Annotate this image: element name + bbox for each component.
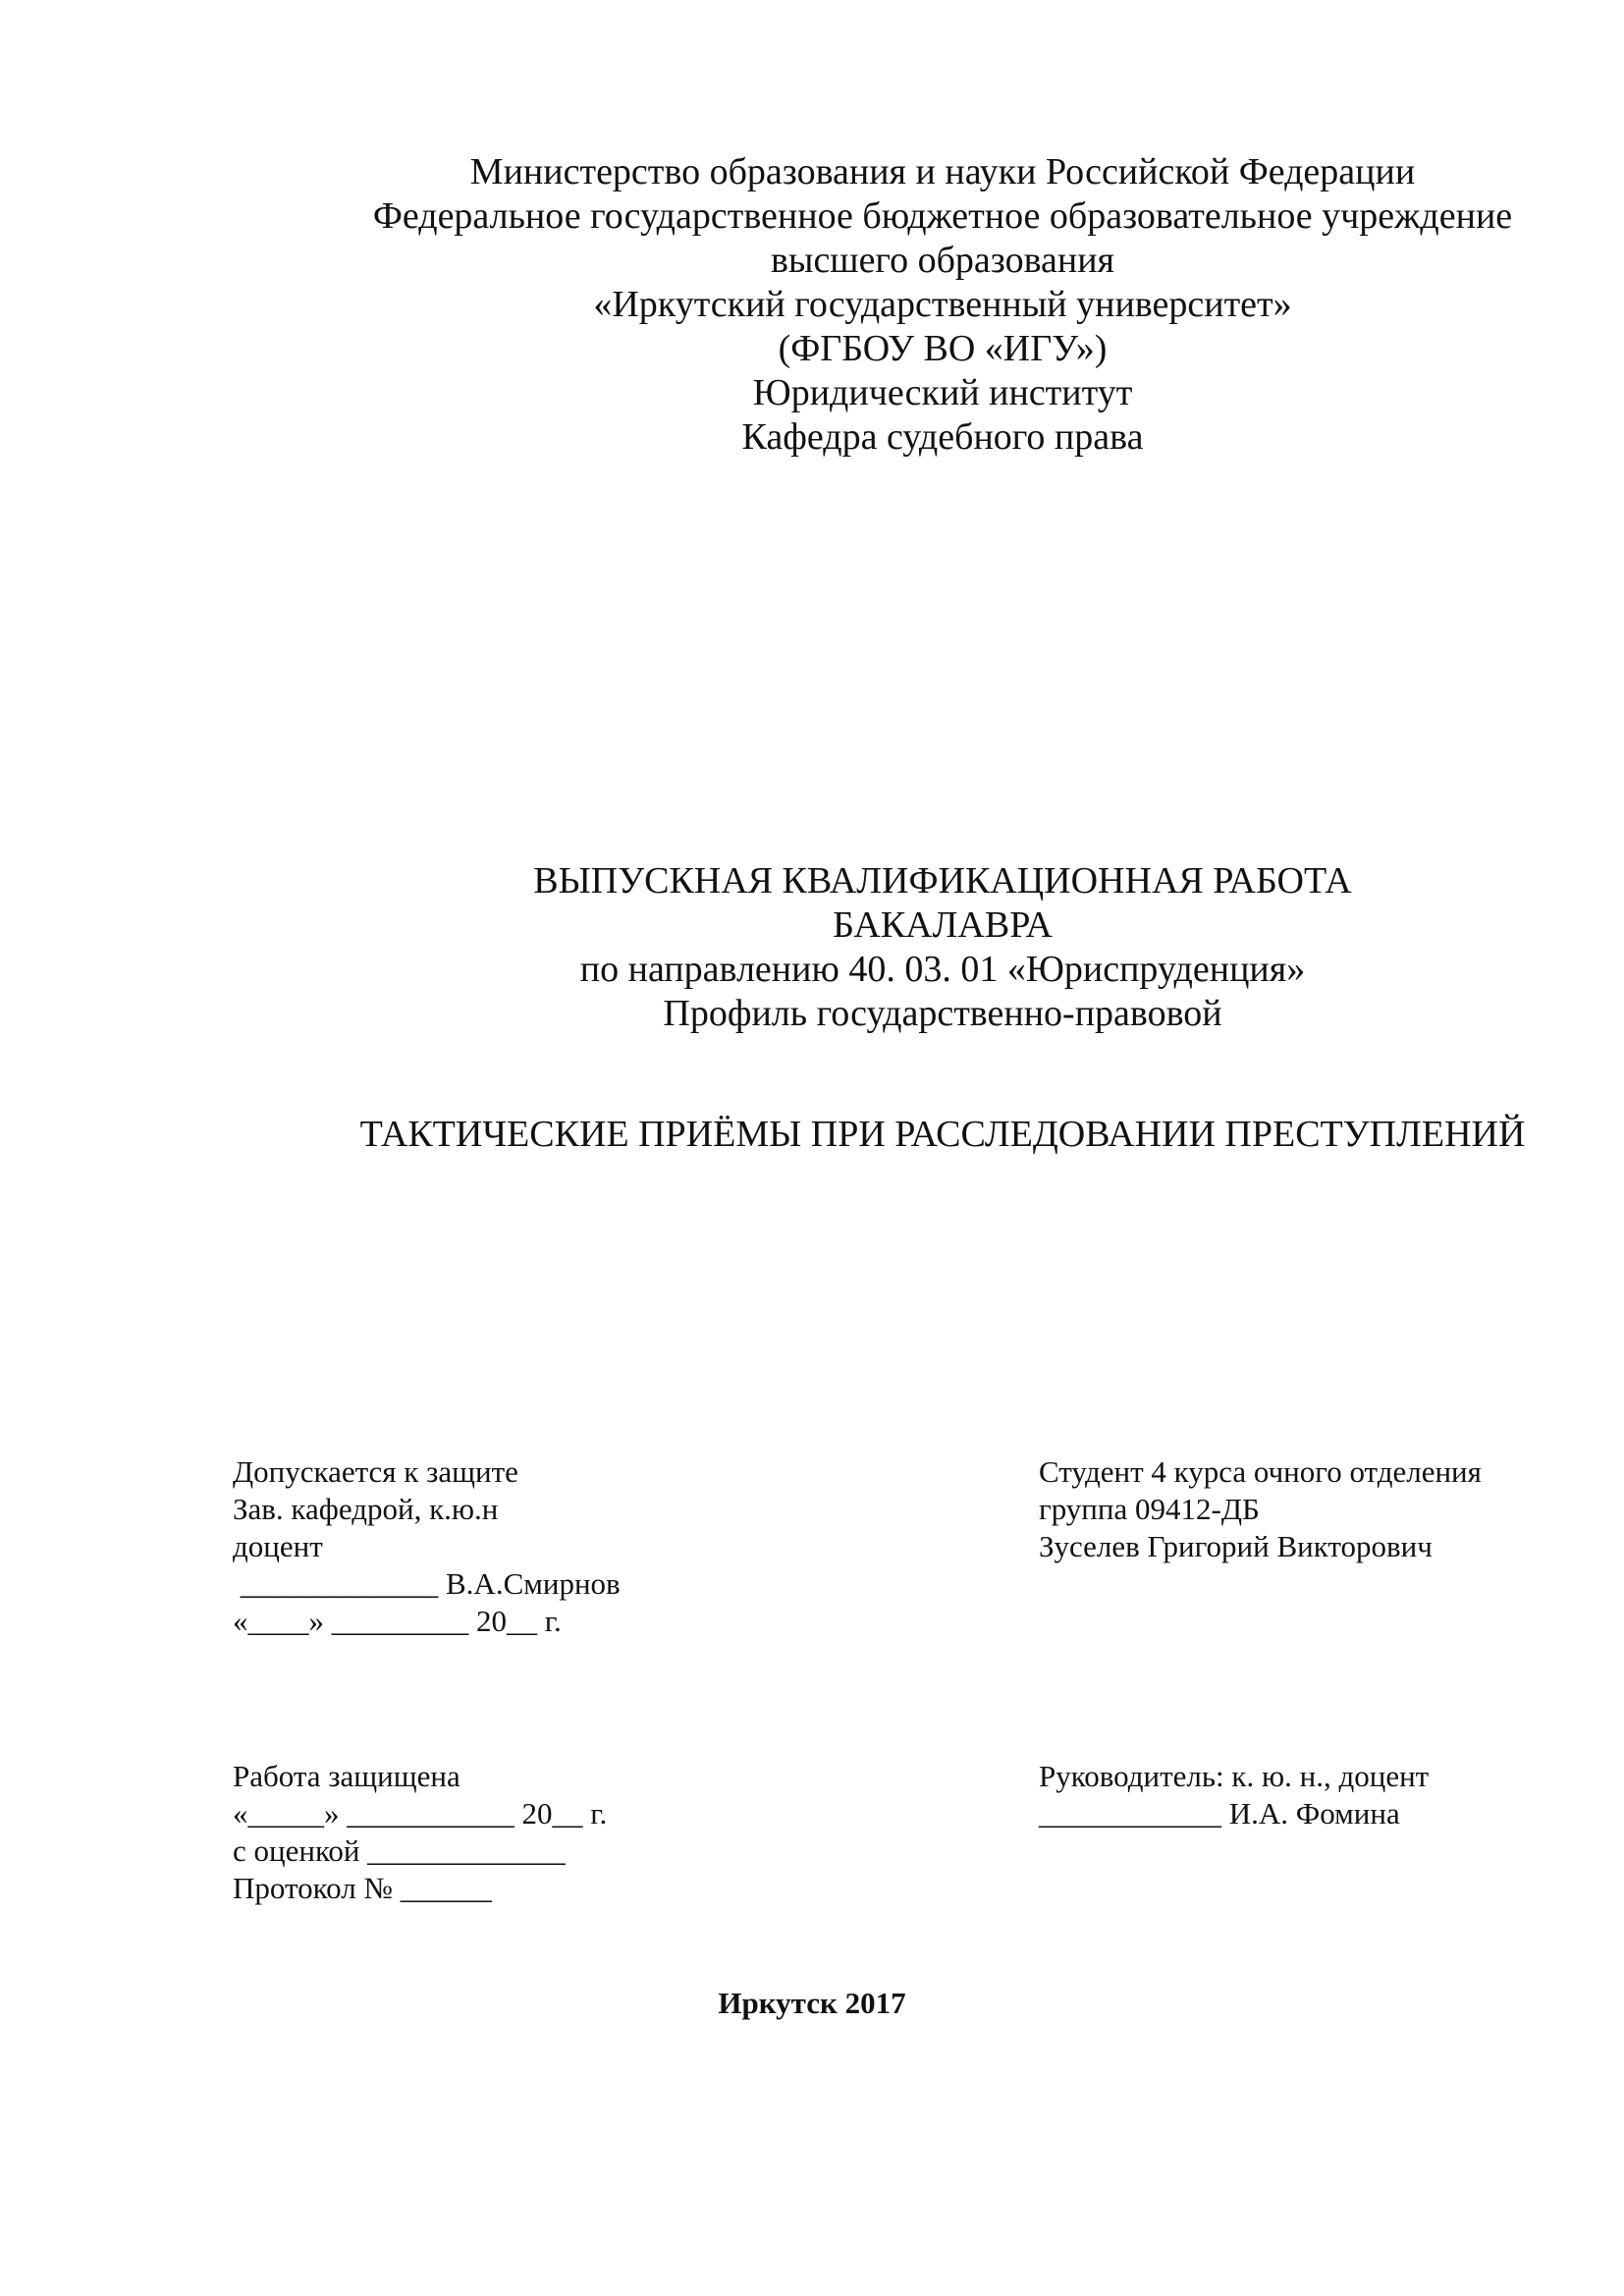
student-block [1039, 1453, 1482, 1565]
defense-date-line: «_____» ___________ 20__ г. [233, 1796, 608, 1831]
direction-line: по направлению 40. 03. 01 «Юриспруденция» [579, 949, 1306, 990]
profile-line: Профиль государственно-правовой [663, 993, 1222, 1034]
degree-line: БАКАЛАВРА [833, 904, 1053, 946]
defense-block [233, 1758, 607, 1907]
city-year: Иркутск 2017 [718, 1986, 906, 2020]
university-abbr-line: (ФГБОУ ВО «ИГУ») [778, 328, 1108, 369]
work-type-line: ВЫПУСКНАЯ КВАЛИФИКАЦИОННАЯ РАБОТА [533, 860, 1352, 902]
defense-protocol-line: Протокол № ______ [233, 1871, 492, 1905]
admission-block [233, 1453, 621, 1640]
student-name-line: Зуселев Григорий Викторович [1039, 1529, 1433, 1563]
institution-header [334, 150, 1551, 460]
admission-date-line: «____» _________ 20__ г. [233, 1604, 562, 1638]
institution-type-line: Федеральное государственное бюджетное образовательное учреждение [372, 195, 1513, 237]
admission-line: доцент [233, 1529, 323, 1563]
work-topic: ТАКТИЧЕСКИЕ ПРИЁМЫ ПРИ РАССЛЕДОВАНИИ ПРЕСТУПЛЕНИЙ [359, 1114, 1526, 1155]
supervisor-line: Руководитель: к. ю. н., доцент [1039, 1759, 1430, 1793]
supervisor-block [1039, 1758, 1429, 1832]
university-name-line: «Иркутский государственный университет» [593, 284, 1292, 325]
admission-line: Зав. кафедрой, к.ю.н [233, 1492, 499, 1526]
supervisor-signature-line: ____________ И.А. Фомина [1039, 1796, 1400, 1831]
student-group-line: группа 09412-ДБ [1039, 1492, 1260, 1526]
defense-grade-line: с оценкой _____________ [233, 1833, 566, 1868]
ministry-line: Министерство образования и науки Российской Федерации [469, 151, 1416, 192]
defense-line: Работа защищена [233, 1759, 460, 1793]
admission-line: Допускается к защите [233, 1454, 518, 1489]
student-line: Студент 4 курса очного отделения [1039, 1454, 1482, 1489]
institute-line: Юридический институт [752, 372, 1133, 413]
education-level-line: высшего образования [770, 240, 1115, 281]
department-line: Кафедра судебного права [741, 416, 1144, 458]
admission-signature-line: _____________ В.А.Смирнов [233, 1566, 621, 1601]
work-title-block [236, 859, 1624, 1036]
